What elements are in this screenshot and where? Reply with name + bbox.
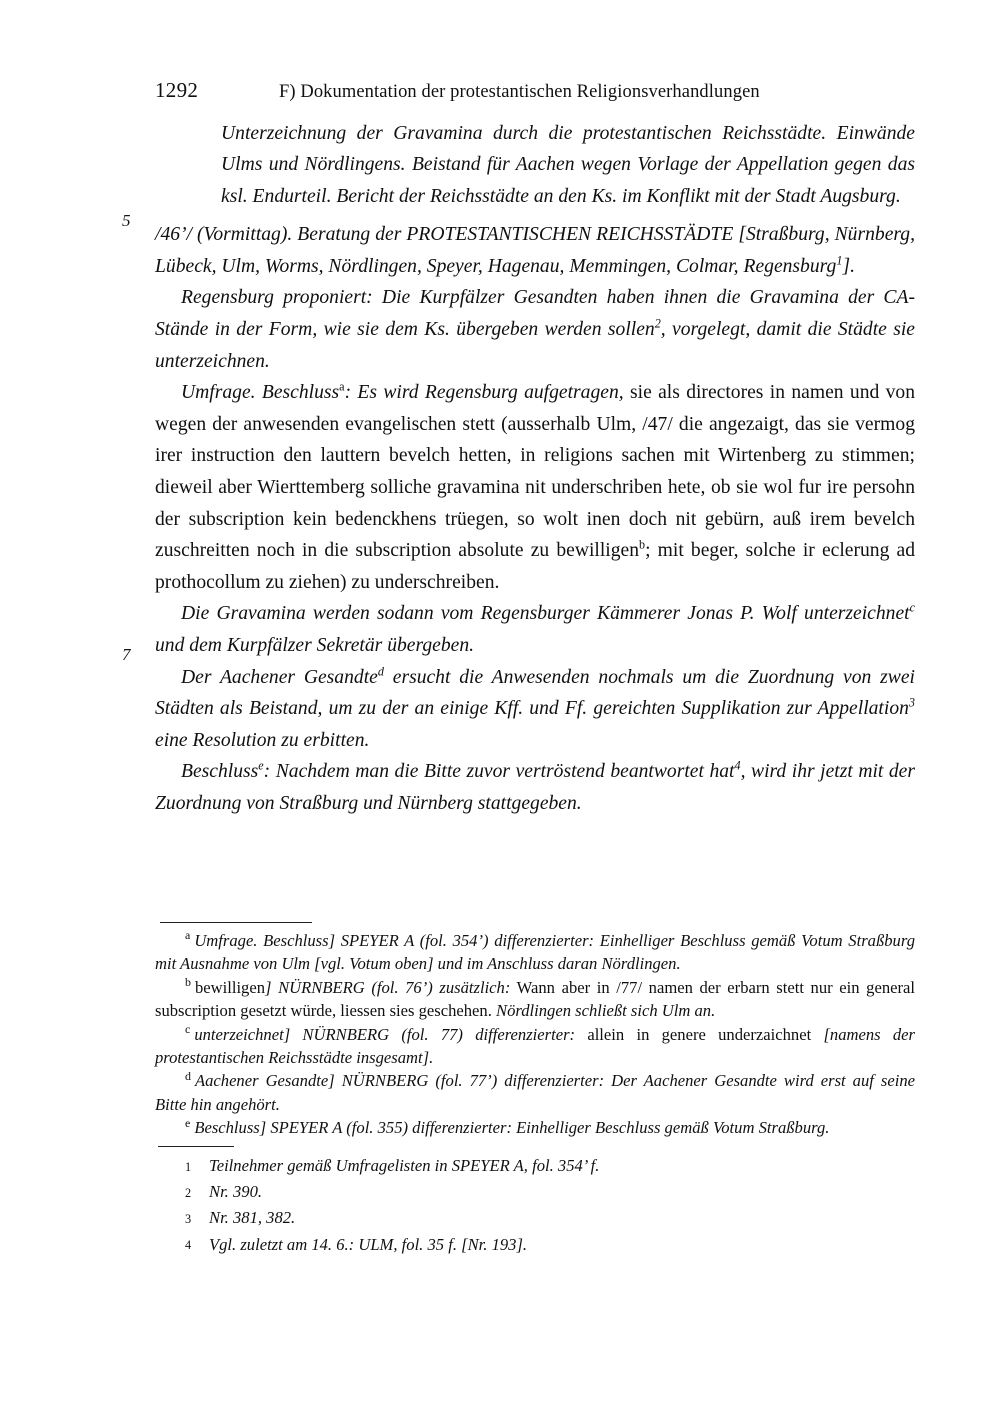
paragraph-umfrage-beschluss — [155, 377, 915, 598]
spacer — [155, 212, 915, 219]
running-head-title: F) Dokumentation der protestantischen Religionsverhandlungen — [279, 82, 760, 102]
footnote-text-4: Vgl. zuletzt am 14. 6.: ULM, fol. 35 f. [Nr. 193]. — [209, 1234, 528, 1254]
running-head — [155, 78, 915, 104]
footnote-number-3: 3 — [185, 1211, 192, 1226]
p1-italic-2: ]. — [842, 255, 855, 277]
paragraph-aachener-gesandte — [155, 662, 915, 757]
p4-italic-1: Die Gravamina werden sodann vom Regensburger Kämmerer Jonas P. Wolf unterzeichnet — [181, 603, 910, 625]
paragraph-gravamina-unterzeichnet — [155, 598, 915, 661]
apparatus-c-roman-1: allein in genere underzaichnet — [575, 1024, 824, 1044]
paragraph-session-opening — [155, 219, 915, 282]
p2-italic-1: Regensburg proponiert: Die Kurpfälzer Gesandten haben ihnen die Gravamina der CA-Stände in der Form, wie sie dem Ks. übergeben werden sollen — [155, 287, 915, 340]
apparatus-rule — [160, 922, 312, 923]
footnote-2 — [155, 1179, 915, 1205]
footnote-text-2: Nr. 390. — [209, 1182, 263, 1202]
apparatus-note-c — [155, 1023, 915, 1070]
apparatus-b-roman-2: Wann aber in /77/ namen der erbarn stett nur ein general subscription gesetzt würde, liessen sies geschehen. — [155, 977, 915, 1021]
p6-italic-2: : Nachdem man die Bitte zuvor vertröstend beantwortet hat — [263, 761, 735, 783]
apparatus-note-e — [155, 1116, 915, 1139]
apparatus-ref-a: a — [339, 379, 345, 394]
p3-roman-1: sie als directores in namen und von wegen der anwesenden evangelischen stett (ausserhalb Ulm, /47/ die angezaigt, das sie vermog irer instruction den lauttern bevelch hetten, in religions sachen mit Wirtenberg zu stimmen; dieweil aber Wierttemberg solliche gravamina nit underschriben hete, ob sie wol fur ire persohn der subscription kein bedenckhens trüegen, so wolt inen doch nit gebürn, auß irem bevelch zuschreitten noch in die subscription absolute zu bewilligen — [155, 382, 916, 562]
footnote-1 — [155, 1153, 915, 1179]
apparatus-sigla-a: a — [185, 928, 191, 943]
apparatus-ref-d: d — [377, 664, 384, 678]
p5-italic-3: eine Resolution zu erbitten. — [155, 729, 370, 751]
apparatus-note-d — [155, 1069, 915, 1116]
apparatus-b-italic-2: ] NÜRNBERG (fol. 76’) zusätzlich: — [265, 977, 511, 997]
footnote-number-1: 1 — [185, 1159, 192, 1174]
footnote-number-2: 2 — [185, 1185, 192, 1200]
headnote-regest: Unterzeichnung der Gravamina durch die protestantischen Reichsstädte. Einwände Ulms und Nördlingens. Beistand für Aachen wegen Vorlage der Appellation gegen das ksl. Endurteil. Bericht der Reichsstädte an den Ks. im Konflikt mit der Stadt Augsburg. — [221, 123, 915, 207]
apparatus-sigla-c: c — [185, 1021, 191, 1036]
footnote-text-3: Nr. 381, 382. — [209, 1208, 296, 1228]
apparatus-c-italic-1: unterzeichnet] NÜRNBERG (fol. 77) differenzierter: — [194, 1024, 576, 1044]
page-number: 1292 — [155, 78, 199, 102]
p3-roman-2: ; mit beger, solche ir eclerung ad prothocollum zu ziehen) zu underschreiben. — [155, 540, 916, 593]
p2-italic-2: , vorgelegt, damit die Städte sie unterzeichnen. — [155, 319, 915, 372]
apparatus-b-roman-1: bewilligen — [194, 977, 266, 997]
footnote-3 — [155, 1205, 915, 1231]
paragraph-beschluss-zuordnung — [155, 756, 915, 819]
apparatus-ref-b: b — [639, 537, 646, 552]
text-column — [155, 118, 915, 820]
apparatus-sigla-d: d — [185, 1068, 191, 1083]
p1-italic-1: /46’/ (Vormittag). Beratung der PROTESTANTISCHEN REICHSSTÄDTE [Straßburg, Nürnberg, Lübeck, Ulm, Worms, Nördlingen, Speyer, Hagenau, Memmingen, Colmar, Regensburg — [155, 224, 915, 277]
footnote-ref-2: 2 — [654, 316, 661, 331]
apparatus-ref-e: e — [258, 758, 264, 773]
p3-italic-1: Umfrage. Beschluss — [181, 382, 340, 404]
apparatus-b-italic-3: Nördlingen schließt sich Ulm an. — [496, 1001, 716, 1021]
apparatus-a-italic-1: Umfrage. Beschluss] SPEYER A (fol. 354’) differenzierter: Einhelliger Beschluss gemäß Votum Straßburg mit Ausnahme von Ulm [vgl. Votum oben] und im Anschluss daran Nördlingen. — [155, 931, 915, 974]
p5-italic-2: ersucht die Anwesenden nochmals um die Zuordnung von zwei Städten als Beistand, um zu der an einige Kff. und Ff. gereichten Supplikation zur Appellation — [155, 666, 915, 720]
footnote-4 — [155, 1232, 915, 1258]
p6-italic-1: Beschluss — [181, 761, 259, 783]
footnote-text-1: Teilnehmer gemäß Umfragelisten in SPEYER A, fol. 354’ f. — [209, 1156, 600, 1175]
p5-italic-1: Der Aachener Gesandte — [181, 666, 378, 688]
footnote-ref-3: 3 — [908, 695, 915, 710]
line-number-5: 5 — [122, 211, 131, 230]
apparatus-e-italic-1: Beschluss] SPEYER A (fol. 355) differenzierter: Einhelliger Beschluss gemäß Votum Straßburg. — [194, 1118, 830, 1138]
apparatus-note-a — [155, 929, 915, 976]
apparatus-ref-c: c — [909, 600, 915, 615]
footnote-number-4: 4 — [185, 1238, 192, 1253]
apparatus-sigla-e: e — [185, 1115, 191, 1130]
paragraph-regensburg-proponiert — [155, 282, 915, 377]
apparatus-d-italic-1: Aachener Gesandte] NÜRNBERG (fol. 77’) differenzierter: Der Aachener Gesandte wird erst auf seine Bitte hin angehört. — [155, 1071, 915, 1114]
p4-italic-2: und dem Kurpfälzer Sekretär übergeben. — [155, 634, 475, 656]
apparatus-note-b — [155, 976, 915, 1023]
footnotes-block — [155, 1153, 915, 1258]
apparatus-c-italic-2: [namens der protestantischen Reichsstädte insgesamt]. — [155, 1024, 915, 1068]
footnote-rule — [158, 1146, 234, 1147]
apparatus-block — [155, 929, 915, 1140]
apparatus-sigla-b: b — [185, 975, 191, 990]
line-number-7: 7 — [122, 645, 131, 664]
footnote-ref-1: 1 — [836, 253, 843, 268]
p6-italic-3: , wird ihr jetzt mit der Zuordnung von Straßburg und Nürnberg stattgegeben. — [155, 761, 915, 814]
p3-italic-2: : Es wird Regensburg aufgetragen, — [344, 382, 624, 404]
footnote-ref-4: 4 — [734, 758, 741, 773]
